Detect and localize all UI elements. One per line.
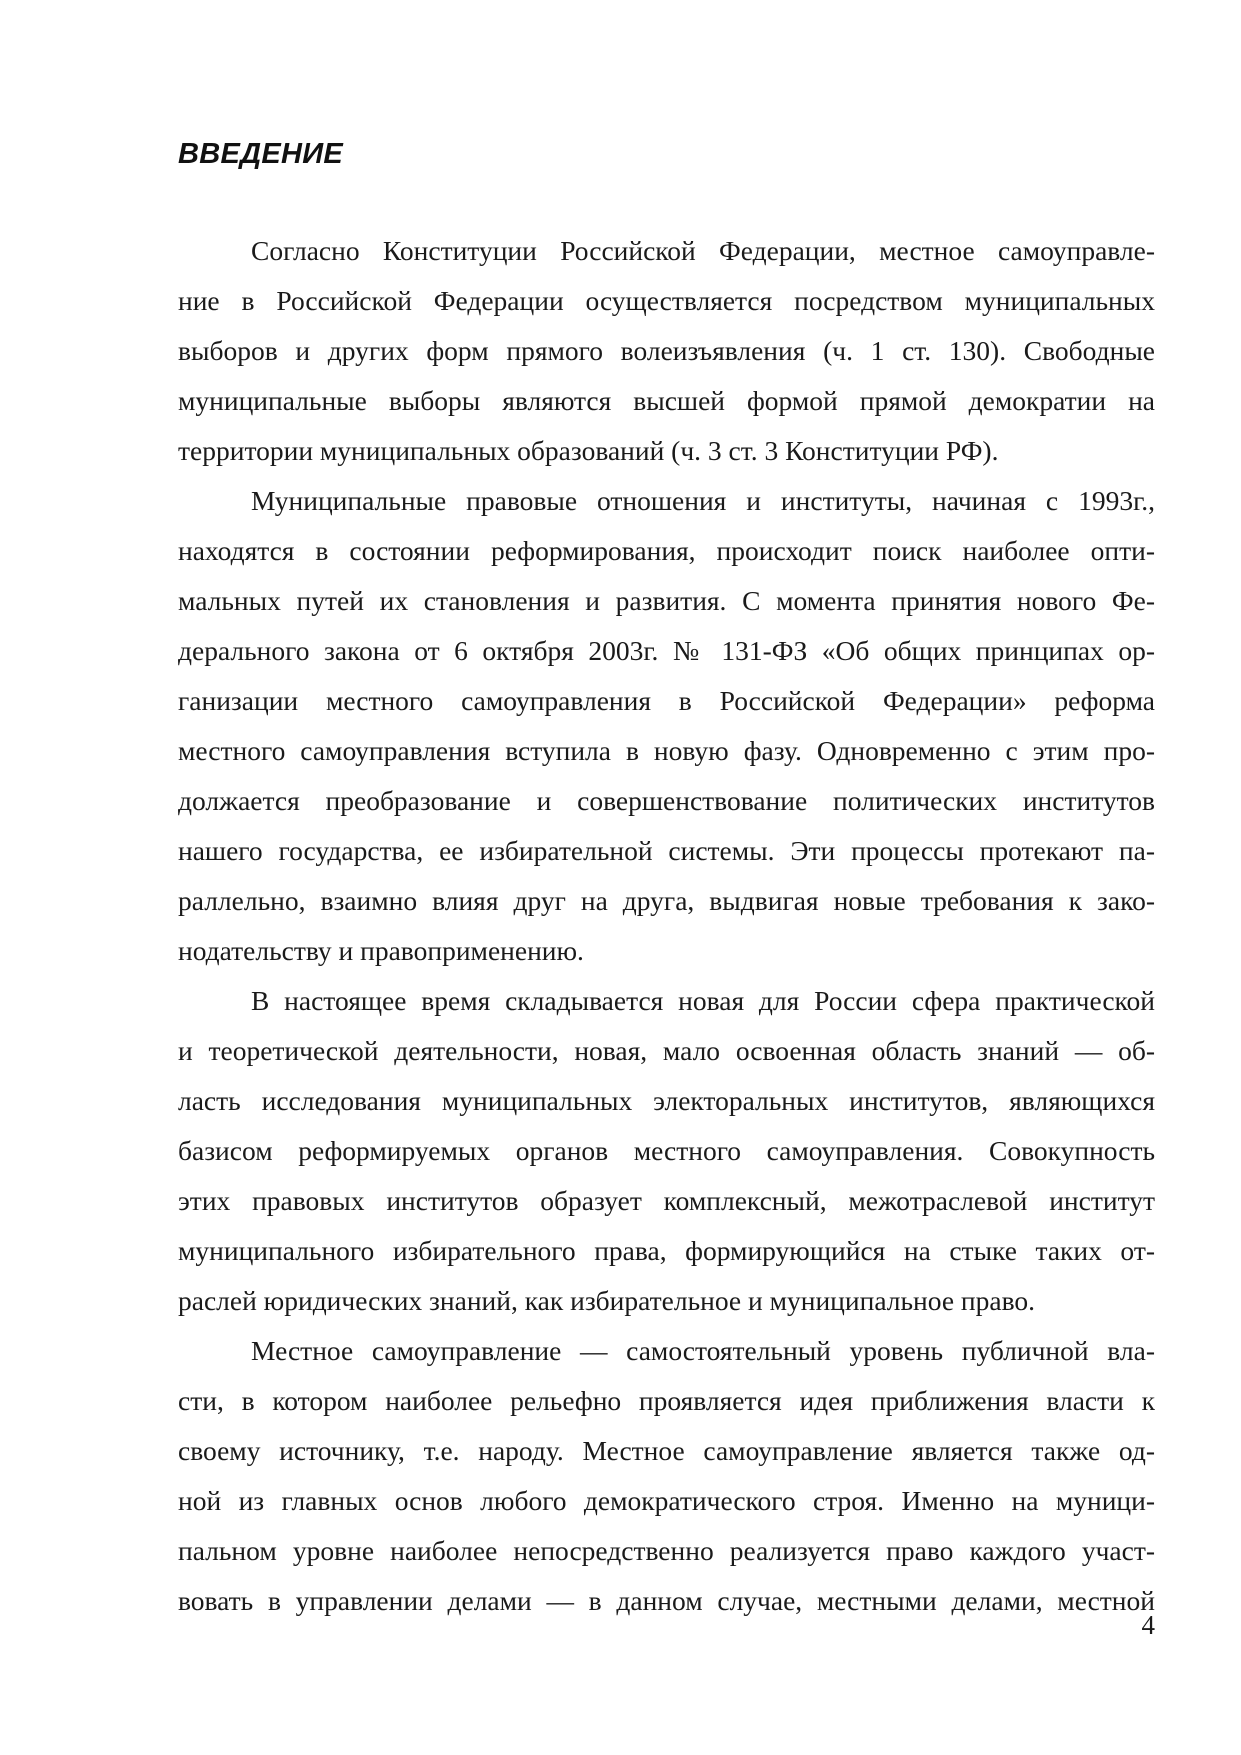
page-number: 4 [1141,1610,1155,1640]
paragraph [178,226,1155,476]
text-line: Местное самоуправление — самостоятельный уровень публичной вла- [251,1335,1155,1366]
section-heading: ВВЕДЕНИЕ [178,138,344,170]
text-line: ганизации местного самоуправления в Российской Федерации» реформа [178,685,1155,716]
text-line: местного самоуправления вступила в новую фазу. Одновременно с этим про- [178,735,1155,766]
paragraph [178,976,1155,1326]
text-line: ной из главных основ любого демократического строя. Именно на муници- [178,1485,1155,1516]
text-line: муниципального избирательного права, формирующийся на стыке таких от- [178,1235,1155,1266]
text-line: В настоящее время складывается новая для России сфера практической [251,985,1155,1016]
text-line: сти, в котором наиболее рельефно проявляется идея приближения власти к [178,1385,1155,1416]
text-line: ние в Российской Федерации осуществляется посредством муниципальных [178,285,1155,316]
paragraph [178,1326,1155,1626]
text-line: раслей юридических знаний, как избирательное и муниципальное право. [178,1285,1036,1316]
text-line: и теоретической деятельности, новая, мало освоенная область знаний — об- [178,1035,1155,1066]
text-line: пальном уровне наиболее непосредственно реализуется право каждого участ- [178,1535,1155,1566]
body-text [178,226,1155,1626]
text-line: находятся в состоянии реформирования, происходит поиск наиболее опти- [178,535,1155,566]
text-line: Муниципальные правовые отношения и институты, начиная с 1993г., [251,485,1155,516]
text-line: выборов и других форм прямого волеизъявления (ч. 1 ст. 130). Свободные [178,335,1155,366]
text-line: Согласно Конституции Российской Федерации, местное самоуправле- [251,235,1155,266]
text-line: дерального закона от 6 октября 2003г. № 131-ФЗ «Об общих принципах ор- [178,635,1155,666]
text-line: нашего государства, ее избирательной системы. Эти процессы протекают па- [178,835,1155,866]
text-line: раллельно, взаимно влияя друг на друга, выдвигая новые требования к зако- [178,885,1155,916]
text-line: вовать в управлении делами — в данном случае, местными делами, местной [178,1585,1155,1616]
text-line: нодательству и правоприменению. [178,935,584,966]
text-line: мальных путей их становления и развития. С момента принятия нового Фе- [178,585,1155,616]
text-line: своему источнику, т.е. народу. Местное самоуправление является также од- [178,1435,1155,1466]
text-line: ласть исследования муниципальных электоральных институтов, являющихся [178,1085,1155,1116]
text-line: муниципальные выборы являются высшей формой прямой демократии на [178,385,1155,416]
text-line: базисом реформируемых органов местного самоуправления. Совокупность [178,1135,1155,1166]
text-line: должается преобразование и совершенствование политических институтов [178,785,1155,816]
paragraph [178,476,1155,976]
text-line: территории муниципальных образований (ч. 3 ст. 3 Конституции РФ). [178,435,999,466]
text-line: этих правовых институтов образует комплексный, межотраслевой институт [178,1185,1155,1216]
